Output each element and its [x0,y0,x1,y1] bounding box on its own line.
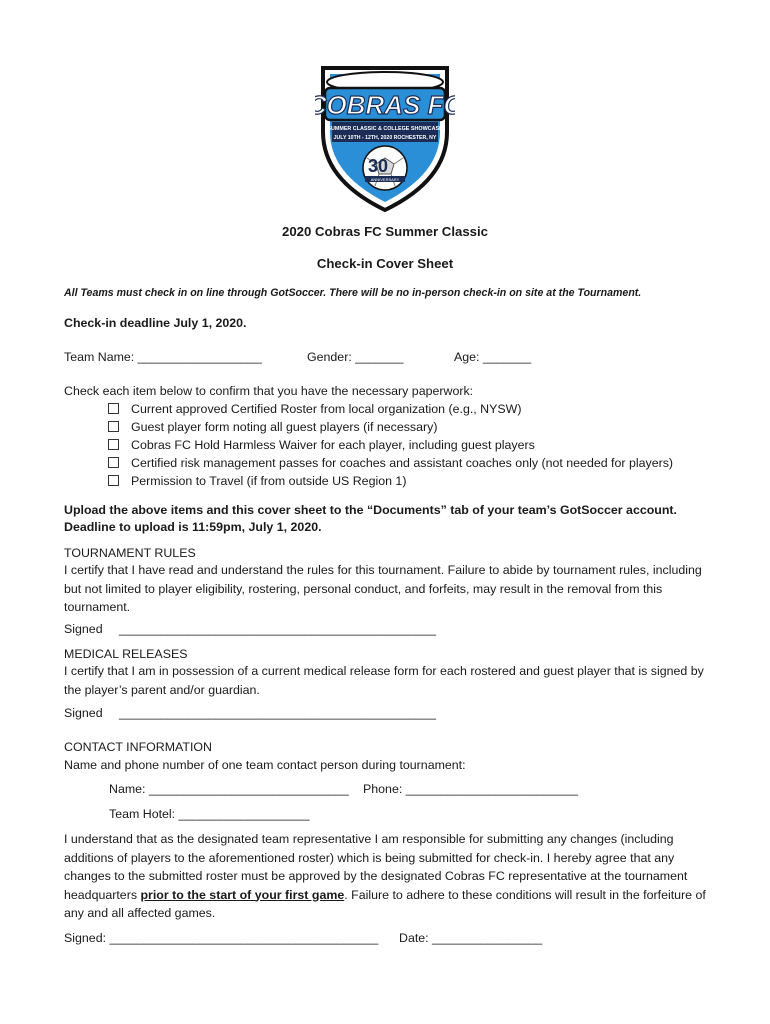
medical-releases-signature-line[interactable]: ______________________________________________ [119,706,436,720]
agreement-text-part1: I understand that as the designated team representative I am responsible for submitting any changes (including additions of players to the aforementioned roster) which is being submitted for check-in. I hereby agree that any changes to the submitted roster must be approved by the designated Cobras FC representative at the tournament headquarters [64,832,688,902]
final-date-field[interactable]: Date: ________________ [399,931,543,945]
checklist-item[interactable] [108,436,673,454]
agreement-text-part2: . Failure to adhere to these conditions will result in the forfeiture of any and all affected games. [64,887,706,920]
checklist-intro: Check each item below to confirm that you have the necessary paperwork: [64,384,474,398]
checklist-item-label: Guest player form noting all guest players (if necessary) [131,420,438,434]
logo-crest-icon [315,62,455,214]
checklist-item-label: Certified risk management passes for coaches and assistant coaches only (not needed for players) [131,456,674,470]
checkbox-icon[interactable] [108,457,119,468]
checklist-item-label: Cobras FC Hold Harmless Waiver for each player, including guest players [131,438,535,452]
upload-deadline: Deadline to upload is 11:59pm, July 1, 2020. [64,520,322,534]
checkbox-icon[interactable] [108,475,119,486]
agreement-emphasis: prior to the start of your first game [140,887,345,902]
checklist-item[interactable] [108,472,673,490]
age-field[interactable]: Age: _______ [454,350,532,364]
checklist-item-label: Current approved Certified Roster from local organization (e.g., NYSW) [131,402,522,416]
checklist-item[interactable] [108,418,673,436]
document-title: 2020 Cobras FC Summer Classic [282,224,488,239]
cobras-fc-logo [315,62,455,214]
check-in-deadline: Check-in deadline July 1, 2020. [64,316,247,330]
tournament-rules-heading: TOURNAMENT RULES [64,546,196,560]
team-hotel-field[interactable]: Team Hotel: ___________________ [109,807,310,821]
document-subtitle: Check-in Cover Sheet [316,256,454,271]
tournament-rules-text: I certify that I have read and understand the rules for this tournament. Failure to abide by tournament rules, including but not limited to player eligibility, rostering, personal conduct, and forfeits, may result in the removal from this tournament. [64,563,702,614]
medical-releases-heading: MEDICAL RELEASES [64,647,188,661]
logo-name: COBRAS FC [315,90,455,120]
logo-ribbon-text: ANNIVERSARY [370,177,400,182]
checklist-item[interactable] [108,454,673,472]
checklist-item-label: Permission to Travel (if from outside US Region 1) [131,474,407,488]
check-in-notice: All Teams must check in on line through GotSoccer. There will be no in-person check-in on site at the Tournament. [64,287,642,299]
checkbox-icon[interactable] [108,421,119,432]
logo-subtitle: SUMMER CLASSIC & COLLEGE SHOWCASE [327,126,443,132]
contact-heading: CONTACT INFORMATION [64,740,212,754]
medical-releases-signed-label: Signed [64,706,103,720]
medical-releases-text: I certify that I am in possession of a current medical release form for each rostered and guest player that is signed by the player’s parent and/or guardian. [64,664,704,697]
checkbox-icon[interactable] [108,403,119,414]
upload-instructions: Upload the above items and this cover sheet to the “Documents” tab of your team’s GotSoccer account. [64,503,678,517]
logo-anniversary-number: 30 [367,156,389,176]
contact-phone-field[interactable]: Phone: _________________________ [363,782,578,796]
contact-name-field[interactable]: Name: _____________________________ [109,782,349,796]
gender-field[interactable]: Gender: _______ [307,350,404,364]
logo-dates: JULY 10TH - 12TH, 2020 ROCHESTER, NY [333,135,437,141]
agreement-paragraph [64,830,714,923]
tournament-rules-signature-line[interactable]: ______________________________________________ [119,622,436,636]
final-signature-field[interactable]: Signed: _______________________________________ [64,931,379,945]
team-name-field[interactable]: Team Name: __________________ [64,350,262,364]
checklist-item[interactable] [108,400,673,418]
contact-text: Name and phone number of one team contact person during tournament: [64,758,466,772]
checkbox-icon[interactable] [108,439,119,450]
paperwork-checklist [108,400,673,490]
tournament-rules-signed-label: Signed [64,622,103,636]
